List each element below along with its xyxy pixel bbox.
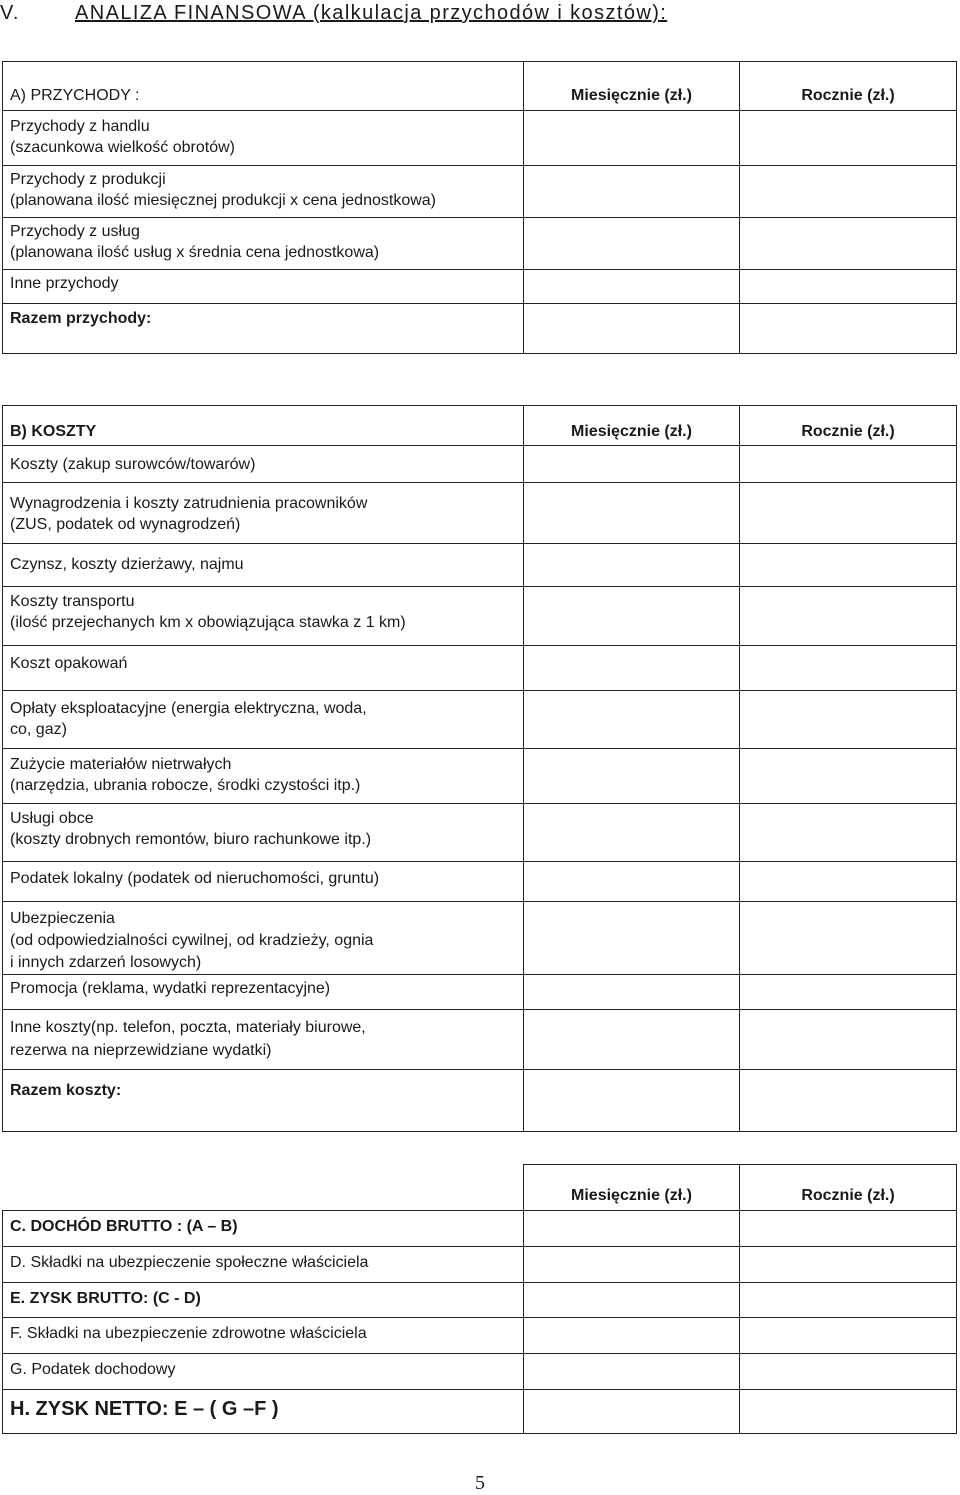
yearly-value-cell[interactable] <box>740 483 957 544</box>
monthly-value-cell[interactable] <box>524 1211 740 1247</box>
monthly-value-cell[interactable] <box>524 691 740 749</box>
cost-row <box>3 804 957 862</box>
monthly-value-cell[interactable] <box>524 902 740 975</box>
cost-row <box>3 902 957 975</box>
monthly-value-cell[interactable] <box>524 1318 740 1354</box>
monthly-total-cell[interactable] <box>524 1070 740 1132</box>
revenue-row <box>3 111 957 166</box>
revenue-label <box>3 218 524 270</box>
monthly-header: Miesięcznie (zł.) <box>524 62 740 111</box>
monthly-value-cell[interactable] <box>524 646 740 691</box>
yearly-value-cell[interactable] <box>740 446 957 483</box>
revenue-label <box>3 270 524 304</box>
summary-row <box>3 1318 957 1354</box>
monthly-total-cell[interactable] <box>524 304 740 354</box>
cost-row <box>3 975 957 1010</box>
yearly-header: Rocznie (zł.) <box>740 1165 957 1211</box>
revenue-label <box>3 166 524 218</box>
row-label-line: (ZUS, podatek od wynagrodzeń) <box>10 516 241 533</box>
row-label-line: Przychody z produkcji <box>10 171 166 188</box>
costs-total-label: Razem koszty: <box>3 1070 524 1132</box>
page-number: 5 <box>475 1472 485 1494</box>
cost-label <box>3 587 524 646</box>
cost-row <box>3 646 957 691</box>
summary-header-row <box>3 1165 957 1211</box>
yearly-value-cell[interactable] <box>740 749 957 804</box>
summary-row <box>3 1354 957 1390</box>
row-label-line: Koszt opakowań <box>10 655 128 672</box>
yearly-total-cell[interactable] <box>740 1070 957 1132</box>
row-label-line: co, gaz) <box>10 721 67 738</box>
monthly-value-cell[interactable] <box>524 1390 740 1434</box>
revenue-total-label: Razem przychody: <box>3 304 524 354</box>
section-heading <box>0 0 960 26</box>
summary-row <box>3 1283 957 1318</box>
cost-label <box>3 544 524 587</box>
yearly-value-cell[interactable] <box>740 975 957 1010</box>
row-label-line: (od odpowiedzialności cywilnej, od kradzieży, ognia <box>10 932 374 949</box>
monthly-header: Miesięcznie (zł.) <box>524 406 740 446</box>
yearly-value-cell[interactable] <box>740 1318 957 1354</box>
yearly-value-cell[interactable] <box>740 691 957 749</box>
yearly-value-cell[interactable] <box>740 646 957 691</box>
row-label-line: Przychody z usług <box>10 223 140 240</box>
revenue-table <box>2 61 957 354</box>
cost-label <box>3 691 524 749</box>
costs-table <box>2 405 957 1132</box>
revenue-row <box>3 218 957 270</box>
yearly-value-cell[interactable] <box>740 1354 957 1390</box>
cost-label <box>3 862 524 902</box>
row-label-line: (narzędzia, ubrania robocze, środki czystości itp.) <box>10 777 361 794</box>
yearly-value-cell[interactable] <box>740 1283 957 1318</box>
yearly-value-cell[interactable] <box>740 1247 957 1283</box>
yearly-value-cell[interactable] <box>740 587 957 646</box>
monthly-value-cell[interactable] <box>524 1283 740 1318</box>
cost-label <box>3 446 524 483</box>
summary-row <box>3 1390 957 1434</box>
cost-label <box>3 1010 524 1070</box>
monthly-value-cell[interactable] <box>524 166 740 218</box>
yearly-value-cell[interactable] <box>740 902 957 975</box>
row-label-line: (planowana ilość usług x średnia cena jednostkowa) <box>10 244 380 261</box>
row-label-line: Koszty transportu <box>10 593 135 610</box>
yearly-value-cell[interactable] <box>740 862 957 902</box>
cost-row <box>3 483 957 544</box>
row-label-line: (planowana ilość miesięcznej produkcji x cena jednostkowa) <box>10 192 436 209</box>
row-label-line: rezerwa na nieprzewidziane wydatki) <box>10 1042 272 1059</box>
yearly-header: Rocznie (zł.) <box>740 62 957 111</box>
cost-label <box>3 902 524 975</box>
row-label-line: Ubezpieczenia <box>10 910 115 927</box>
yearly-header: Rocznie (zł.) <box>740 406 957 446</box>
cost-row <box>3 691 957 749</box>
row-label-line: Inne przychody <box>10 275 119 292</box>
cost-label <box>3 975 524 1010</box>
yearly-value-cell[interactable] <box>740 1390 957 1434</box>
monthly-value-cell[interactable] <box>524 483 740 544</box>
monthly-value-cell[interactable] <box>524 1247 740 1283</box>
yearly-total-cell[interactable] <box>740 304 957 354</box>
section-number: V. <box>0 2 20 24</box>
row-label-line: Promocja (reklama, wydatki reprezentacyjne) <box>10 980 331 997</box>
row-label-line: Czynsz, koszty dzierżawy, najmu <box>10 556 244 573</box>
cost-label <box>3 646 524 691</box>
cost-row <box>3 749 957 804</box>
cost-label <box>3 483 524 544</box>
monthly-value-cell[interactable] <box>524 749 740 804</box>
cost-label <box>3 749 524 804</box>
yearly-value-cell[interactable] <box>740 804 957 862</box>
cost-label <box>3 804 524 862</box>
summary-label: E. ZYSK BRUTTO: (C - D) <box>3 1283 524 1318</box>
monthly-value-cell[interactable] <box>524 1010 740 1070</box>
costs-total-row <box>3 1070 957 1132</box>
summary-label: F. Składki na ubezpieczenie zdrowotne właściciela <box>3 1318 524 1354</box>
summary-table <box>2 1164 957 1434</box>
row-label-line: Zużycie materiałów nietrwałych <box>10 756 232 773</box>
monthly-value-cell[interactable] <box>524 1354 740 1390</box>
row-label-line: (koszty drobnych remontów, biuro rachunkowe itp.) <box>10 831 372 848</box>
cost-row <box>3 446 957 483</box>
monthly-value-cell[interactable] <box>524 544 740 587</box>
monthly-value-cell[interactable] <box>524 218 740 270</box>
yearly-value-cell[interactable] <box>740 1010 957 1070</box>
section-title: ANALIZA FINANSOWA (kalkulacja przychodów i kosztów): <box>75 2 668 24</box>
summary-row <box>3 1211 957 1247</box>
row-label-line: Opłaty eksploatacyjne (energia elektryczna, woda, <box>10 700 367 717</box>
costs-header-row <box>3 406 957 446</box>
cost-row <box>3 587 957 646</box>
summary-label: G. Podatek dochodowy <box>3 1354 524 1390</box>
row-label-line: (szacunkowa wielkość obrotów) <box>10 139 235 156</box>
summary-row <box>3 1247 957 1283</box>
cost-row <box>3 862 957 902</box>
row-label-line: (ilość przejechanych km x obowiązująca stawka z 1 km) <box>10 614 406 631</box>
revenue-row <box>3 270 957 304</box>
monthly-value-cell[interactable] <box>524 804 740 862</box>
revenue-row <box>3 166 957 218</box>
summary-label: D. Składki na ubezpieczenie społeczne właściciela <box>3 1247 524 1283</box>
yearly-value-cell[interactable] <box>740 1211 957 1247</box>
monthly-value-cell[interactable] <box>524 975 740 1010</box>
monthly-value-cell[interactable] <box>524 862 740 902</box>
monthly-value-cell[interactable] <box>524 270 740 304</box>
summary-label: C. DOCHÓD BRUTTO : (A – B) <box>3 1211 524 1247</box>
costs-header: B) KOSZTY <box>3 406 524 446</box>
summary-header-blank <box>3 1165 524 1211</box>
row-label-line: Koszty (zakup surowców/towarów) <box>10 456 256 473</box>
revenue-header: A) PRZYCHODY : <box>3 62 524 111</box>
summary-label: H. ZYSK NETTO: E – ( G –F ) <box>3 1390 524 1434</box>
row-label-line: Inne koszty(np. telefon, poczta, materiały biurowe, <box>10 1019 366 1036</box>
row-label-line: Podatek lokalny (podatek od nieruchomości, gruntu) <box>10 870 380 887</box>
cost-row <box>3 544 957 587</box>
yearly-value-cell[interactable] <box>740 166 957 218</box>
revenue-label <box>3 111 524 166</box>
yearly-value-cell[interactable] <box>740 270 957 304</box>
revenue-header-row <box>3 62 957 111</box>
yearly-value-cell[interactable] <box>740 544 957 587</box>
cost-row <box>3 1010 957 1070</box>
monthly-value-cell[interactable] <box>524 446 740 483</box>
row-label-line: Wynagrodzenia i koszty zatrudnienia pracowników <box>10 495 368 512</box>
monthly-header: Miesięcznie (zł.) <box>524 1165 740 1211</box>
revenue-total-row <box>3 304 957 354</box>
row-label-line: Usługi obce <box>10 810 94 827</box>
row-label-line: Przychody z handlu <box>10 118 150 135</box>
monthly-value-cell[interactable] <box>524 111 740 166</box>
yearly-value-cell[interactable] <box>740 111 957 166</box>
yearly-value-cell[interactable] <box>740 218 957 270</box>
monthly-value-cell[interactable] <box>524 587 740 646</box>
row-label-line: i innych zdarzeń losowych) <box>10 954 202 971</box>
